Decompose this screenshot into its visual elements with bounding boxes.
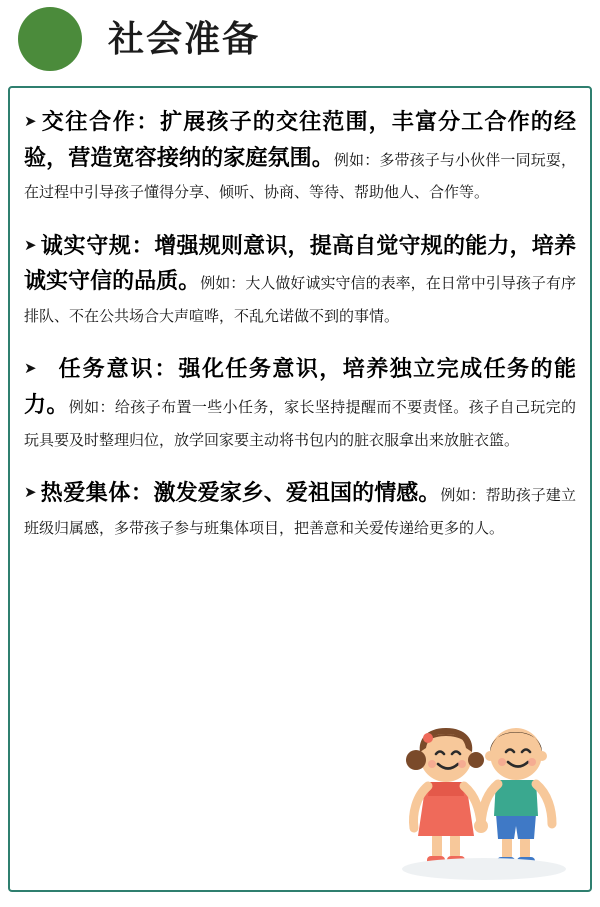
example-text: 多带孩子与小伙伴一同玩耍，在过程中引导孩子懂得分享、倾听、协商、等待、帮助他人、合作等。 [24, 151, 576, 202]
section-jiaowang-hezuo [24, 104, 576, 208]
section-lead: 扩展孩子的交往范围，丰富分工合作的经验，营造宽容接纳的家庭氛围。 [24, 109, 576, 170]
bullet-arrow-icon: ➤ [24, 483, 37, 501]
example-text: 帮助孩子建立班级归属感，多带孩子参与班集体项目，把善意和关爱传递给更多的人。 [24, 486, 576, 537]
section-reai-jiti [24, 475, 576, 543]
green-circle-icon [18, 7, 82, 71]
section-renwu-yishi [24, 351, 576, 455]
two-children-illustration [384, 696, 584, 886]
bullet-arrow-icon: ➤ [24, 360, 37, 378]
section-title: 交往合作： [40, 109, 161, 134]
bullet-arrow-icon: ➤ [24, 113, 37, 130]
example-label: 例如： [200, 275, 246, 293]
section-title: 热爱集体： [40, 479, 154, 505]
example-label: 例如： [333, 151, 380, 169]
section-chengshi-shougui [24, 228, 576, 332]
section-lead: 强化任务意识，培养独立完成任务的能力。 [24, 356, 576, 417]
section-lead: 激发爱家乡、爱祖国的情感。 [153, 479, 441, 505]
bullet-arrow-icon: ➤ [24, 236, 37, 254]
illustration-shadow [402, 858, 566, 880]
section-lead: 增强规则意识，提高自觉守规的能力，培养诚实守信的品质。 [24, 232, 576, 294]
example-text: 大人做好诚实守信的表率，在日常中引导孩子有序排队、不在公共场合大声喧哗，不乱允诺做不到的事情。 [24, 275, 576, 325]
example-label: 例如： [68, 398, 115, 416]
content-box [8, 86, 592, 892]
page-title: 社会准备 [108, 18, 261, 59]
section-title: 诚实守规： [40, 232, 155, 258]
page-header [0, 0, 600, 76]
section-title: 任务意识： [50, 356, 179, 382]
example-text: 给孩子布置一些小任务，家长坚持提醒而不要责怪。孩子自己玩完的玩具要及时整理归位，放学回家要主动将书包内的脏衣服拿出来放脏衣篮。 [24, 398, 576, 449]
example-label: 例如： [440, 486, 486, 504]
